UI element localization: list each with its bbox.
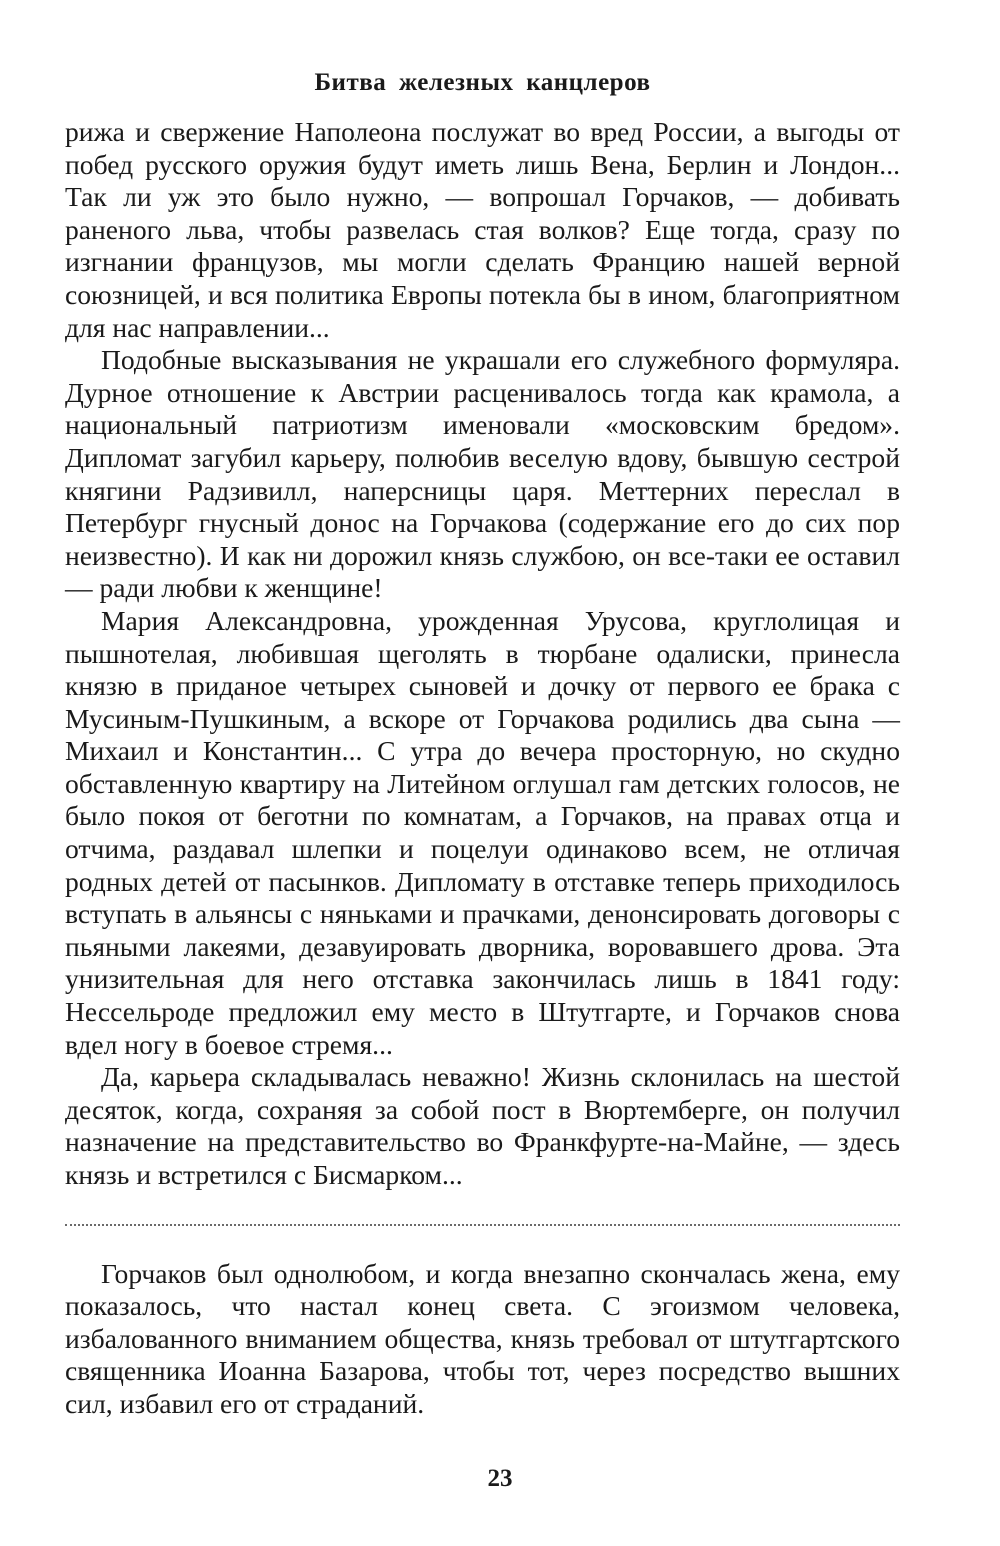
- paragraph: Да, карьера складывалась неважно! Жизнь склонилась на шестой десяток, когда, сохраняя за собой пост в Вюртемберге, он получил назначение на представительство во Франкфурте-на-Майне, — здесь князь и встретился с Бисмарком...: [65, 1061, 900, 1190]
- section-break-divider: [65, 1224, 900, 1226]
- text-section-2: [65, 1258, 900, 1421]
- running-head: Битва железных канцлеров: [314, 69, 651, 96]
- paragraph: рижа и свержение Наполеона послужат во вред России, а выгоды от побед русского оружия будут иметь лишь Вена, Берлин и Лондон... Так ли уж это было нужно, — вопрошал Горчаков, — добивать раненого льва, чтобы развелась стая волков? Еще тогда, сразу по изгнании французов, мы могли сделать Францию нашей верной союзницей, и вся политика Европы потекла бы в ином, благоприятном для нас направлении...: [65, 116, 900, 343]
- text-section-1: [65, 116, 900, 1192]
- page-number: 23: [487, 1465, 513, 1492]
- paragraph: Мария Александровна, урожденная Урусова, круглолицая и пышнотелая, любившая щеголять в тюрбане одалиски, принесла князю в приданое четырех сыновей и дочку от первого ее брака с Мусиным-Пушкиным, а вскоре от Горчакова родились два сына — Михаил и Константин... С утра до вечера просторную, но скудно обставленную квартиру на Литейном оглушал гам детских голосов, не было покоя от беготни по комнатам, а Горчаков, на правах отца и отчима, раздавал шлепки и поцелуи одинаково всем, не отличая родных детей от пасынков. Дипломату в отставке теперь приходилось вступать в альянсы с няньками и прачками, денонсировать договоры с пьяными лакеями, дезавуировать дворника, воровавшего дрова. Эта унизительная для него отставка закончилась лишь в 1841 году: Нессельроде предложил ему место в Штутгарте, и Горчаков снова вдел ногу в боевое стремя...: [65, 604, 900, 1060]
- paragraph: Подобные высказывания не украшали его служебного формуляра. Дурное отношение к Австрии расценивалось тогда как крамола, а национальный патриотизм именовали «московским бредом». Дипломат загубил карьеру, полюбив веселую вдову, бывшую сестрой княгини Радзивилл, наперсницы царя. Меттерних переслал в Петербург гнусный донос на Горчакова (содержание его до сих пор неизвестно). И как ни дорожил князь службою, он все-таки ее оставил — ради любви к женщине!: [65, 344, 900, 604]
- paragraph: Горчаков был однолюбом, и когда внезапно скончалась жена, ему показалось, что настал конец света. С эгоизмом человека, избалованного вниманием общества, князь требовал от штутгартского священника Иоанна Базарова, чтобы тот, через посредство вышних сил, избавил его от страданий.: [65, 1257, 900, 1419]
- page-body: [65, 60, 900, 1421]
